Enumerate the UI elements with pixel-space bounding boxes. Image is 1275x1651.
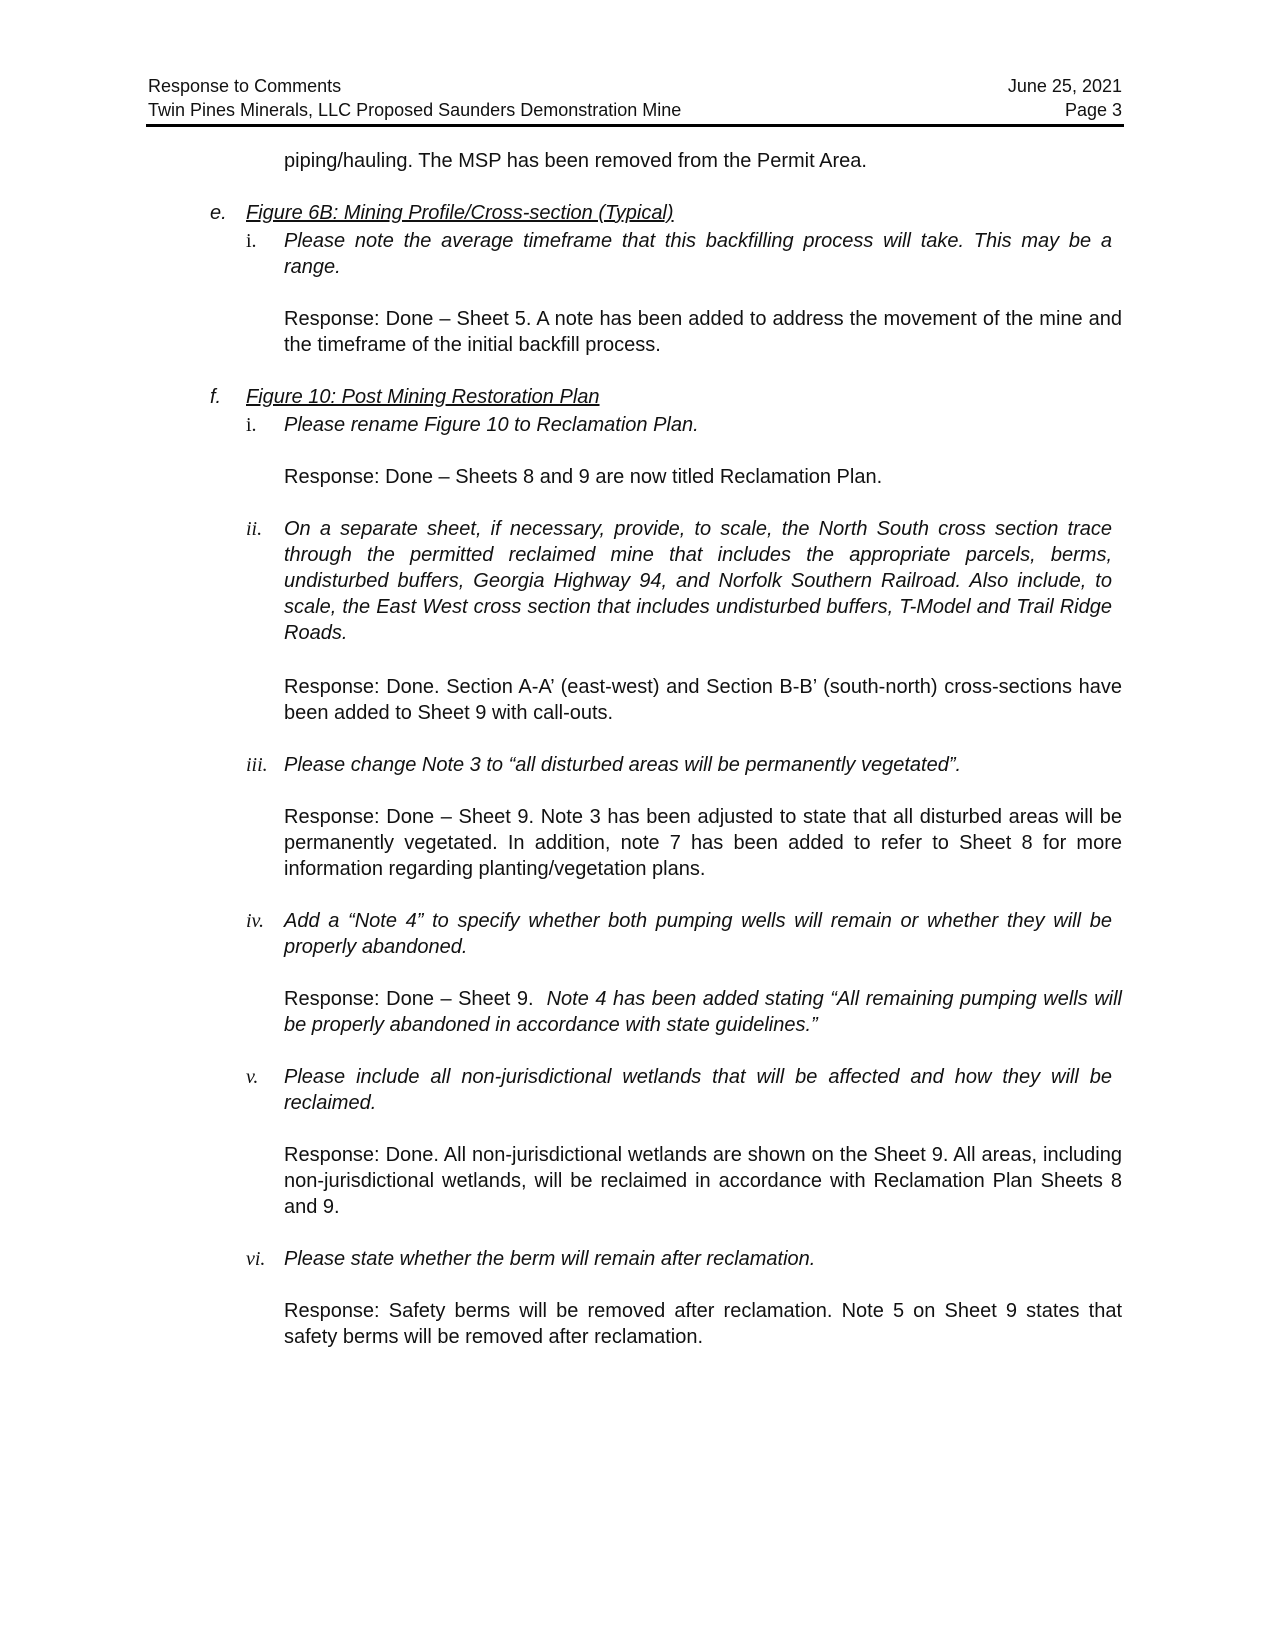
item-f-iii-numeral: iii. <box>246 754 268 776</box>
item-e-i-numeral: i. <box>246 230 257 252</box>
page-header-line1 <box>148 74 1122 98</box>
item-f-iv-response <box>284 986 1122 1038</box>
item-f-v-text: Please include all non-jurisdictional wetlands that will be affected and how they will be reclaimed. <box>284 1066 1112 1114</box>
header-date: June 25, 2021 <box>1007 76 1122 96</box>
item-f-ii-numeral: ii. <box>246 518 263 540</box>
header-project-name: Twin Pines Minerals, LLC Proposed Saunders Demonstration Mine <box>148 100 682 120</box>
header-divider <box>146 124 1124 127</box>
item-f-v-numeral: v. <box>246 1066 259 1088</box>
item-f-vi-response: Response: Safety berms will be removed after reclamation. Note 5 on Sheet 9 states that safety berms will be removed after reclamation. <box>284 1300 1122 1348</box>
item-f-ii-response: Response: Done. Section A-A’ (east-west) and Section B-B’ (south-north) cross-sections have been added to Sheet 9 with call-outs. <box>284 676 1122 724</box>
item-f-v-response: Response: Done. All non-jurisdictional wetlands are shown on the Sheet 9. All areas, including non-jurisdictional wetlands, will be reclaimed in accordance with Reclamation Plan Sheets 8 and 9. <box>284 1144 1122 1218</box>
section-e-title: Figure 6B: Mining Profile/Cross-section (Typical) <box>246 202 674 224</box>
item-f-iv-text: Add a “Note 4” to specify whether both pumping wells will remain or whether they will be properly abandoned. <box>284 910 1112 958</box>
item-f-iv-response-prefix: Response: Done – Sheet 9. <box>284 988 547 1010</box>
header-page-number: Page 3 <box>1064 100 1122 120</box>
item-f-ii-text: On a separate sheet, if necessary, provide, to scale, the North South cross section trace through the permitted reclaimed mine that includes the appropriate parcels, berms, undisturbed buffers, Georgia Highway 94, and Norfolk Southern Railroad. Also include, to scale, the East West cross section that includes undisturbed buffers, T-Model and Trail Ridge Roads. <box>284 518 1112 644</box>
item-e-i-text: Please note the average timeframe that this backfilling process will take. This may be a range. <box>284 230 1112 278</box>
item-f-i-response: Response: Done – Sheets 8 and 9 are now titled Reclamation Plan. <box>284 466 883 488</box>
item-f-i-text: Please rename Figure 10 to Reclamation Plan. <box>284 414 699 436</box>
item-f-i-numeral: i. <box>246 414 257 436</box>
item-f-iv-response-quote: Note 4 has been added stating “All remaining pumping wells will be properly abandoned in accordance with state guidelines.” <box>284 988 1122 1036</box>
item-f-iii-response: Response: Done – Sheet 9. Note 3 has been adjusted to state that all disturbed areas will be permanently vegetated. In addition, note 7 has been added to refer to Sheet 8 for more information regarding planting/vegetation plans. <box>284 806 1122 880</box>
item-f-vi-numeral: vi. <box>246 1248 266 1270</box>
section-f-title: Figure 10: Post Mining Restoration Plan <box>246 386 600 408</box>
intro-paragraph: piping/hauling. The MSP has been removed from the Permit Area. <box>284 150 867 172</box>
item-e-i-response: Response: Done – Sheet 5. A note has been added to address the movement of the mine and the timeframe of the initial backfill process. <box>284 308 1122 356</box>
page-header-line2 <box>148 98 1122 122</box>
section-e-label: e. <box>210 202 227 224</box>
item-f-iii-text: Please change Note 3 to “all disturbed areas will be permanently vegetated”. <box>284 754 962 776</box>
section-f-label: f. <box>210 386 222 408</box>
item-f-iv-numeral: iv. <box>246 910 264 932</box>
header-document-title: Response to Comments <box>148 76 342 96</box>
item-f-vi-text: Please state whether the berm will remain after reclamation. <box>284 1248 816 1270</box>
